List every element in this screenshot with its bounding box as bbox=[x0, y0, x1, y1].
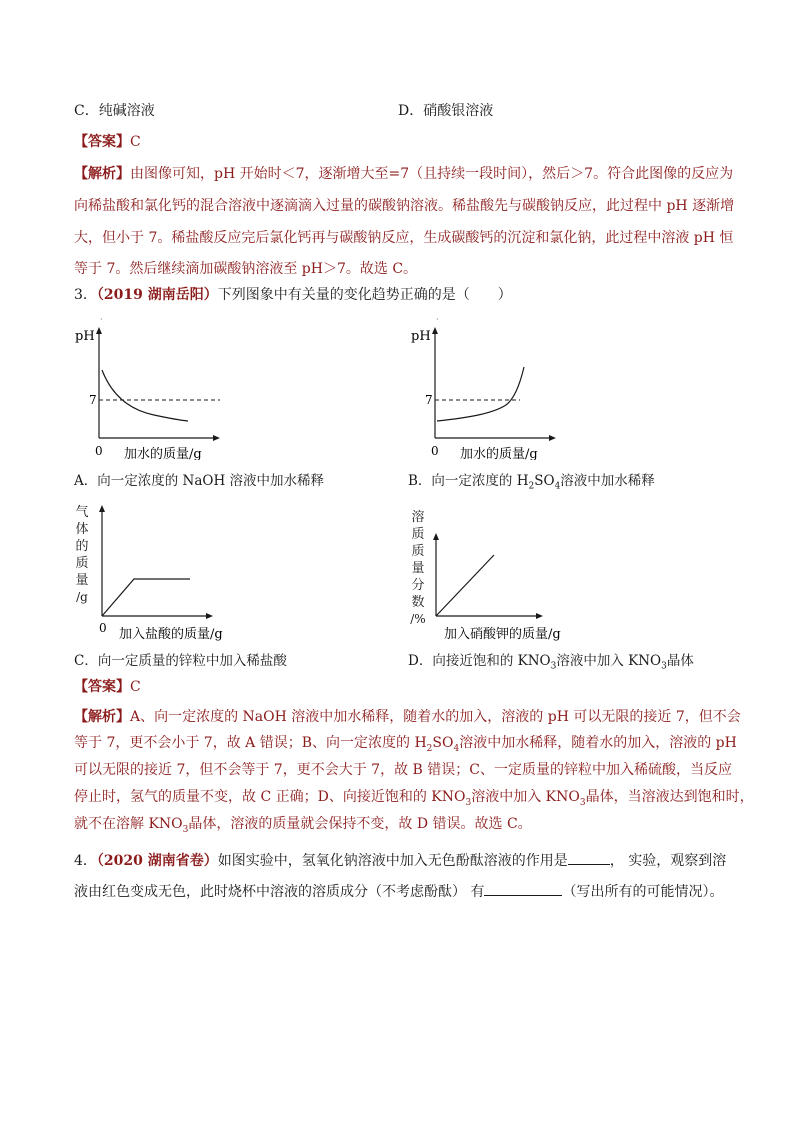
q4-line-1: 4．（2020 湖南省卷）如图实验中，氢氧化钠溶液中加入无色酚酞溶液的作用是 ， 实验，观察到溶 bbox=[74, 850, 726, 871]
chart-a-xlabel: 加水的质量/g bbox=[124, 447, 202, 460]
caption-c: C．向一定质量的锌粒中加入稀盐酸 bbox=[74, 653, 287, 669]
q2-analysis-line-2: 向稀盐酸和氯化钙的混合溶液中逐滴滴入过量的碳酸钠溶液。稀盐酸先与碳酸钠反应，此过程中 pH 逐渐增 bbox=[74, 198, 735, 214]
question-number: 3． bbox=[74, 287, 97, 303]
chart-d-y-arrow bbox=[433, 533, 439, 540]
chart-c-xlabel: 加入盐酸的质量/g bbox=[119, 627, 223, 642]
chart-d-x-arrow bbox=[536, 613, 543, 619]
q4-line-2: 液由红色变成无色，此时烧杯中溶液的溶质成分（不考虑酚酞） 有 （写出所有的可能情况）。 bbox=[74, 881, 723, 902]
q2-analysis-line-1 bbox=[74, 164, 733, 184]
chart-c-ylabel: 气 体 的 质 量 /g bbox=[75, 505, 89, 604]
chart-b-x-arrow bbox=[549, 435, 556, 441]
caption-b: B．向一定浓度的 $H_2SO_4$溶液中加水稀释 bbox=[408, 473, 655, 492]
q2-analysis-line-4: 等于 7。然后继续滴加碳酸钠溶液至 pH＞7。故选 C。 bbox=[74, 261, 418, 277]
svg-text:·: · bbox=[100, 315, 103, 324]
caption-a: A．向一定浓度的 NaOH 溶液中加水稀释 bbox=[74, 473, 325, 489]
chart-a-y-arrow bbox=[96, 327, 102, 334]
chart-c-origin: 0 bbox=[99, 621, 107, 635]
chart-c bbox=[90, 500, 250, 645]
q3-answer bbox=[74, 677, 141, 697]
q3-stem bbox=[74, 285, 512, 305]
chart-d bbox=[426, 500, 586, 645]
chart-b-xlabel: 加水的质量/g bbox=[460, 447, 538, 460]
chart-d-line bbox=[436, 555, 494, 616]
q3-analysis-line-1: 【解析】A、向一定浓度的 NaOH 溶液中加水稀释，随着水的加入，溶液的 pH 可以无限的接近 7，但不会 bbox=[74, 709, 741, 725]
option-d: D．硝酸银溶液 bbox=[398, 103, 494, 119]
answer-blank-1[interactable] bbox=[568, 850, 610, 865]
q2-analysis-line-3: 大，但小于 7。稀盐酸反应完后氯化钙再与碳酸钠反应，生成碳酸钙的沉淀和氯化钠，此过程中溶液 pH 恒 bbox=[74, 230, 734, 246]
caption-d: D．向接近饱和的 $KNO_3$溶液中加入 $KNO_3$晶体 bbox=[408, 653, 694, 672]
chart-c-y-arrow bbox=[99, 505, 105, 512]
answer-tag: 【答案】 bbox=[74, 134, 130, 150]
q2-answer bbox=[74, 132, 141, 152]
chart-b bbox=[408, 314, 568, 460]
q3-analysis-line-2: 等于 7，更不会小于 7，故 A 错误；B、向一定浓度的 $H_2SO_4$溶液中加水稀释，随着水的加入，溶液的 pH bbox=[74, 735, 737, 754]
answer-value: C bbox=[130, 134, 141, 150]
chart-a-ref-label: 7 bbox=[89, 393, 97, 407]
analysis-text: 由图像可知，pH 开始时＜7，逐渐增大至=7（且持续一段时间），然后＞7。符合此图像的反应为 bbox=[130, 166, 734, 182]
question-number: 4． bbox=[74, 853, 97, 869]
chart-b-origin: 0 bbox=[431, 444, 439, 458]
question-text: 下列图象中有关量的变化趋势正确的是（ ） bbox=[217, 287, 512, 303]
answer-value: C bbox=[130, 679, 141, 695]
chart-a-x-arrow bbox=[213, 435, 220, 441]
chart-c-line bbox=[102, 579, 190, 616]
answer-blank-2[interactable] bbox=[484, 881, 562, 896]
chart-b-ylabel: pH bbox=[411, 329, 431, 344]
chart-b-ref-label: 7 bbox=[425, 393, 433, 407]
chart-a-origin: 0 bbox=[95, 444, 103, 458]
chart-a-curve bbox=[102, 370, 188, 421]
q3-analysis-line-4: 停止时，氢气的质量不变，故 C 正确；D、向接近饱和的 $KNO_3$溶液中加入 $KNO_3$晶体，当溶液达到饱和时， bbox=[74, 789, 754, 808]
answer-tag: 【答案】 bbox=[74, 679, 130, 695]
chart-d-ylabel: 溶 质 质 量 分 数 /% bbox=[410, 510, 426, 626]
chart-c-x-arrow bbox=[206, 613, 213, 619]
chart-b-y-arrow bbox=[432, 327, 438, 334]
option-c: C．纯碱溶液 bbox=[74, 103, 155, 119]
analysis-tag: 【解析】 bbox=[74, 709, 130, 725]
analysis-tag: 【解析】 bbox=[74, 166, 130, 182]
q3-analysis-line-5: 就不在溶解 $KNO_3$晶体，溶液的质量就会保持不变，故 D 错误。故选 C。 bbox=[74, 816, 532, 835]
svg-text:·: · bbox=[436, 315, 439, 324]
question-source: （2020 湖南省卷） bbox=[96, 853, 218, 869]
chart-d-xlabel: 加入硝酸钾的质量/g bbox=[444, 627, 561, 642]
question-source: （2019 湖南岳阳） bbox=[96, 287, 218, 303]
q3-analysis-line-3: 可以无限的接近 7，但不会等于 7，更不会大于 7，故 B 错误；C、一定质量的锌粒中加入稀硫酸，当反应 bbox=[74, 762, 732, 778]
chart-b-curve bbox=[437, 367, 524, 421]
chart-a bbox=[72, 314, 232, 460]
chart-a-ylabel: pH bbox=[75, 329, 95, 344]
